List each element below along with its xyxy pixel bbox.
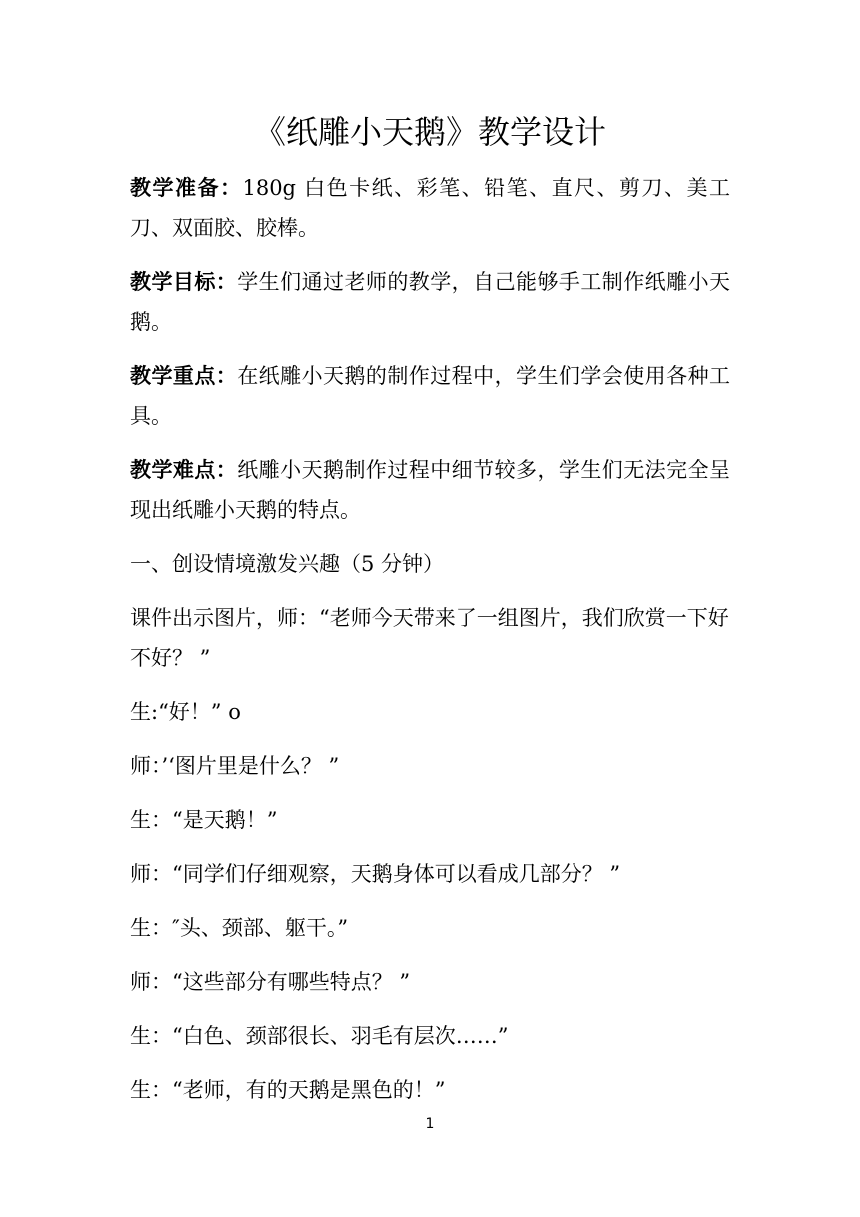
dialog-line: 师：“同学们仔细观察，天鹅身体可以看成几部分？ ”: [130, 862, 621, 886]
dialog-line: 师：“这些部分有哪些特点？ ”: [130, 970, 411, 994]
dialog-line: 课件出示图片，师：“老师今天带来了一组图片，我们欣赏一下好不好？ ”: [130, 606, 729, 670]
section-text: 学生们通过老师的教学，自己能够手工制作纸雕小天鹅。: [130, 270, 731, 334]
dialog-line: 生：“是天鹅！”: [130, 808, 278, 832]
dialog-line: 生：“白色、颈部很长、羽毛有层次……”: [130, 1024, 509, 1048]
page-number: 1: [425, 1116, 435, 1132]
document-title: 《纸雕小天鹅》教学设计: [253, 113, 606, 151]
section-label: 教学目标：: [130, 270, 238, 294]
section-difficulty: [130, 450, 730, 530]
dialog-line: 生：“老师，有的天鹅是黑色的！”: [130, 1078, 446, 1102]
section-text: 纸雕小天鹅制作过程中细节较多，学生们无法完全呈现出纸雕小天鹅的特点。: [130, 458, 731, 522]
dialog-line: 师：’‘图片里是什么？ ”: [130, 754, 340, 778]
section-key-point: [130, 356, 730, 436]
section-heading: 一、创设情境激发兴趣（5 分钟）: [130, 552, 445, 576]
section-objective: [130, 262, 730, 342]
section-label: 教学重点：: [130, 364, 238, 388]
dialog-line: 生：″头、颈部、躯干。”: [130, 916, 349, 940]
section-text: 180g 白色卡纸、彩笔、铅笔、直尺、剪刀、美工刀、双面胶、胶棒。: [130, 176, 731, 240]
section-text: 在纸雕小天鹅的制作过程中，学生们学会使用各种工具。: [130, 364, 731, 428]
section-label: 教学难点：: [130, 458, 238, 482]
document-body: [130, 168, 730, 1124]
section-preparation: [130, 168, 730, 248]
dialog-line: 生:“好！” o: [130, 700, 241, 724]
section-label: 教学准备：: [130, 176, 243, 200]
